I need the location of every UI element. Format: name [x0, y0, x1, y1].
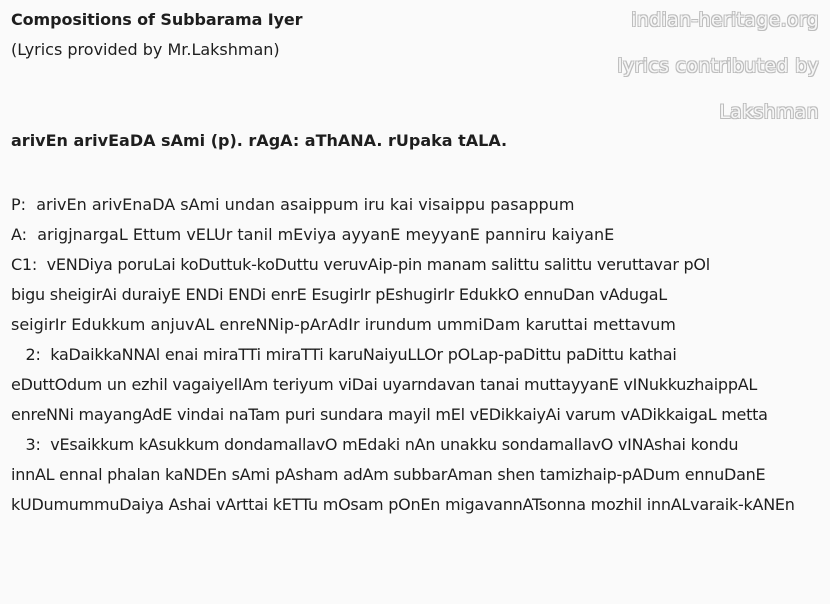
lyric-line-charanam3-a: 3: vEsaikkum kAsukkum dondamallavO mEdaki nAn unakku sondamallavO vINAshai kondu	[11, 435, 739, 454]
lyric-line-charanam2-a: 2: kaDaikkaNNAl enai miraTTi miraTTi karuNaiyuLLOr pOLap-paDittu paDittu kathai	[11, 345, 677, 364]
song-heading: arivEn arivEaDA sAmi (p). rAgA: aThANA. rUpaka tALA.	[11, 131, 508, 150]
lyric-line-charanam1-c: seigirIr Edukkum anjuvAL enreNNip-pArAdIr irundum ummiDam karuttai mettavum	[11, 315, 676, 334]
lyric-line-anupallavi: A: arigjnargaL Ettum vELUr tanil mEviya ayyanE meyyanE panniru kaiyanE	[11, 225, 615, 244]
page-subtitle: (Lyrics provided by Mr.Lakshman)	[11, 40, 280, 59]
lyric-line-charanam2-c: enreNNi mayangAdE vindai naTam puri sundara mayil mEl vEDikkaiyAi varum vADikkaigaL metta	[11, 405, 768, 424]
lyrics-block	[11, 190, 826, 520]
lyric-line-charanam2-b: eDuttOdum un ezhil vagaiyellAm teriyum viDai uyarndavan tanai muttayyanE vINukkuzhaippAL	[11, 375, 758, 394]
lyric-line-charanam1-a: C1: vENDiya poruLai koDuttuk-koDuttu veruvAip-pin manam salittu salittu veruttavar pOl	[11, 255, 710, 274]
lyric-line-charanam3-c: kUDumummuDaiya Ashai vArttai kETTu mOsam pOnEn migavannATsonna mozhil innALvaraik-kANEn	[11, 495, 795, 514]
watermark-contributor-name: Lakshman	[719, 101, 819, 123]
lyric-line-pallavi: P: arivEn arivEnaDA sAmi undan asaippum iru kai visaippu pasappum	[11, 195, 575, 214]
watermark-contributed-by: lyrics contributed by	[617, 55, 819, 77]
page-title: Compositions of Subbarama Iyer	[11, 10, 303, 29]
lyric-line-charanam1-b: bigu sheigirAi duraiyE ENDi ENDi enrE EsugirIr pEshugirIr EdukkO ennuDan vAdugaL	[11, 285, 667, 304]
lyric-line-charanam3-b: innAL ennal phalan kaNDEn sAmi pAsham adAm subbarAman shen tamizhaip-pADum ennuDanE	[11, 465, 766, 484]
watermark-site: indian-heritage.org	[631, 9, 819, 31]
